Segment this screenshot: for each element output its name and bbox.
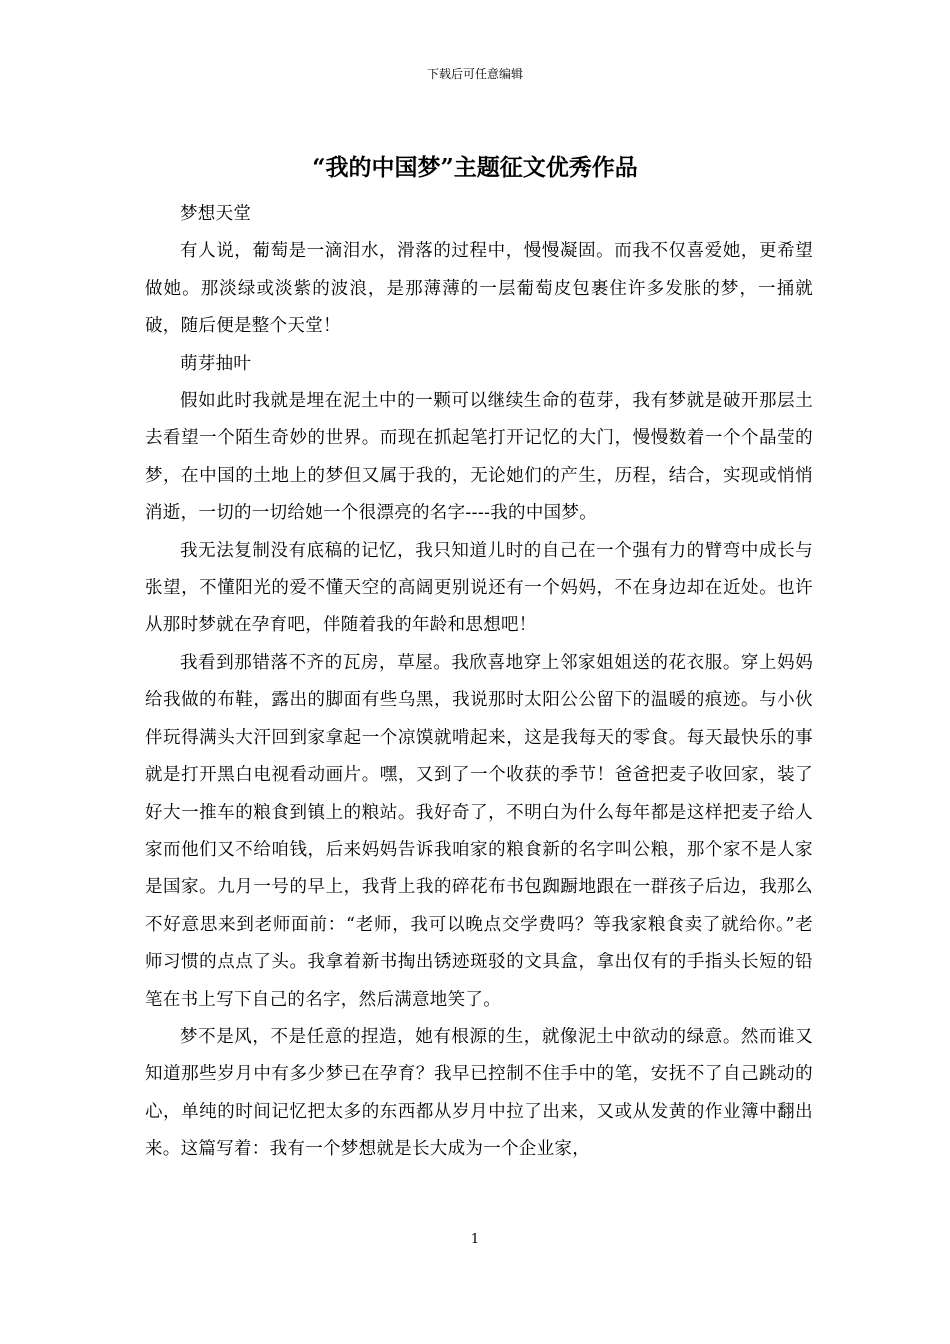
paragraph: 我无法复制没有底稿的记忆，我只知道儿时的自己在一个强有力的臂弯中成长与张望，不懂阳光的爱不懂天空的高阔更别说还有一个妈妈，不在身边却在近处。也许从那时梦就在孕育吧，伴随着我的年龄和思想吧！ [145,540,813,636]
paragraph: 假如此时我就是埋在泥土中的一颗可以继续生命的苞芽，我有梦就是破开那层土去看望一个陌生奇妙的世界。而现在抓起笔打开记忆的大门，慢慢数着一个个晶莹的梦，在中国的土地上的梦但又属于我的，无论她们的产生，历程，结合，实现或悄悄消逝，一切的一切给她一个很漂亮的名字----我的中国梦。 [145,391,813,524]
section-heading-sprouting: 萌芽抽叶 [180,353,252,374]
document-body [145,196,813,1169]
page-header: 下载后可任意编辑 [426,67,523,81]
paragraph: 梦不是风，不是任意的捏造，她有根源的生，就像泥土中欲动的绿意。然而谁又知道那些岁月中有多少梦已在孕育？我早已控制不住手中的笔，安抚不了自己跳动的心，单纯的时间记忆把太多的东西都从岁月中拉了出来，又或从发黄的作业簿中翻出来。这篇写着：我有一个梦想就是长大成为一个企业家， [145,1026,813,1160]
document-title: “我的中国梦”主题征文优秀作品 [312,154,638,181]
paragraph: 有人说，葡萄是一滴泪水，滑落的过程中，慢慢凝固。而我不仅喜爱她，更希望做她。那淡绿或淡紫的波浪，是那薄薄的一层葡萄皮包裹住许多发胀的梦，一捅就破，随后便是整个天堂！ [145,241,813,337]
paragraph: 我看到那错落不齐的瓦房，草屋。我欣喜地穿上邻家姐姐送的花衣服。穿上妈妈给我做的布鞋，露出的脚面有些乌黑，我说那时太阳公公留下的温暖的痕迹。与小伙伴玩得满头大汗回到家拿起一个凉馍就啃起来，这是我每天的零食。每天最快乐的事就是打开黑白电视看动画片。嘿，又到了一个收获的季节！爸爸把麦子收回家，装了好大一推车的粮食到镇上的粮站。我好奇了，不明白为什么每年都是这样把麦子给人家而他们又不给咱钱，后来妈妈告诉我咱家的粮食新的名字叫公粮，那个家不是人家是国家。九月一号的早上，我背上我的碎花布书包踟蹰地跟在一群孩子后边，我那么不好意思来到老师面前：“老师，我可以晚点交学费吗？等我家粮食卖了就给你。”老师习惯的点点了头。我拿着新书掏出锈迹斑驳的文具盒，拿出仅有的手指头长短的铅笔在书上写下自己的名字，然后满意地笑了。 [145,652,813,1010]
page-number: 1 [470,1232,480,1247]
section-heading-dream-paradise: 梦想天堂 [180,204,252,224]
